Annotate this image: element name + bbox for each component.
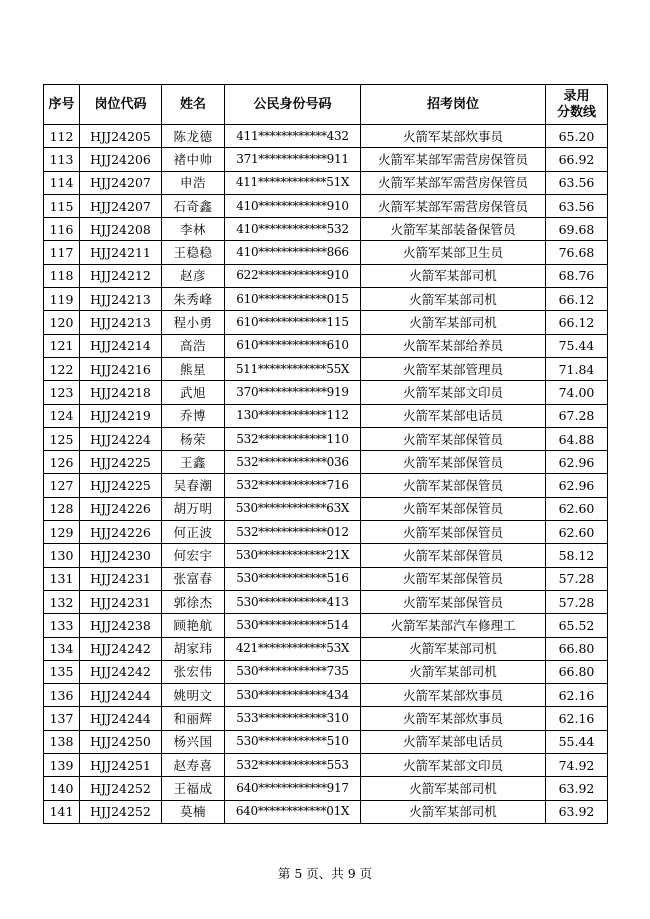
cell-seq: 141	[44, 800, 80, 823]
cell-name: 赵彦	[162, 264, 225, 287]
table-row	[44, 334, 608, 357]
cell-name: 褚中帅	[162, 148, 225, 171]
cell-seq: 114	[44, 171, 80, 194]
cell-score: 66.80	[546, 660, 608, 683]
table-row	[44, 171, 608, 194]
cell-post-code: HJJ24226	[80, 497, 162, 520]
table-body	[44, 125, 608, 824]
header-post: 招考岗位	[361, 85, 546, 125]
cell-id-number: 532************036	[225, 451, 361, 474]
table-row	[44, 381, 608, 404]
cell-id-number: 371************911	[225, 148, 361, 171]
cell-post: 火箭军某部司机	[361, 264, 546, 287]
table-row	[44, 288, 608, 311]
cell-post-code: HJJ24250	[80, 730, 162, 753]
cell-name: 高浩	[162, 334, 225, 357]
cell-name: 郭徐杰	[162, 590, 225, 613]
cell-seq: 119	[44, 288, 80, 311]
cell-id-number: 511************55X	[225, 357, 361, 380]
cell-name: 王鑫	[162, 451, 225, 474]
table-row	[44, 241, 608, 264]
cell-name: 乔博	[162, 404, 225, 427]
cell-post: 火箭军某部保管员	[361, 567, 546, 590]
table-row	[44, 357, 608, 380]
header-score	[546, 85, 608, 125]
cell-name: 吴春潮	[162, 474, 225, 497]
cell-seq: 131	[44, 567, 80, 590]
cell-name: 莫楠	[162, 800, 225, 823]
cell-name: 何正波	[162, 521, 225, 544]
cell-score: 62.16	[546, 707, 608, 730]
recruitment-score-table	[43, 84, 608, 824]
cell-name: 武旭	[162, 381, 225, 404]
cell-id-number: 421************53X	[225, 637, 361, 660]
cell-post-code: HJJ24211	[80, 241, 162, 264]
cell-post-code: HJJ24244	[80, 684, 162, 707]
cell-id-number: 610************610	[225, 334, 361, 357]
cell-score: 62.96	[546, 474, 608, 497]
cell-score: 67.28	[546, 404, 608, 427]
cell-score: 71.84	[546, 357, 608, 380]
cell-post-code: HJJ24242	[80, 660, 162, 683]
cell-seq: 135	[44, 660, 80, 683]
cell-name: 杨荣	[162, 427, 225, 450]
table-row	[44, 707, 608, 730]
cell-name: 程小勇	[162, 311, 225, 334]
cell-seq: 113	[44, 148, 80, 171]
table-row	[44, 637, 608, 660]
cell-post-code: HJJ24251	[80, 754, 162, 777]
cell-score: 57.28	[546, 590, 608, 613]
cell-seq: 123	[44, 381, 80, 404]
cell-post: 火箭军某部炊事员	[361, 125, 546, 148]
cell-seq: 112	[44, 125, 80, 148]
table-row	[44, 451, 608, 474]
cell-id-number: 622************910	[225, 264, 361, 287]
cell-score: 65.20	[546, 125, 608, 148]
cell-id-number: 610************115	[225, 311, 361, 334]
cell-post-code: HJJ24252	[80, 777, 162, 800]
cell-post-code: HJJ24219	[80, 404, 162, 427]
cell-post: 火箭军某部卫生员	[361, 241, 546, 264]
cell-score: 66.12	[546, 288, 608, 311]
cell-score: 58.12	[546, 544, 608, 567]
cell-id-number: 130************112	[225, 404, 361, 427]
cell-score: 68.76	[546, 264, 608, 287]
cell-name: 张宏伟	[162, 660, 225, 683]
table-row	[44, 684, 608, 707]
cell-seq: 139	[44, 754, 80, 777]
cell-seq: 121	[44, 334, 80, 357]
cell-id-number: 640************01X	[225, 800, 361, 823]
cell-id-number: 530************63X	[225, 497, 361, 520]
cell-post-code: HJJ24218	[80, 381, 162, 404]
cell-post: 火箭军某部管理员	[361, 357, 546, 380]
cell-name: 王稳稳	[162, 241, 225, 264]
cell-post-code: HJJ24205	[80, 125, 162, 148]
cell-post: 火箭军某部保管员	[361, 497, 546, 520]
cell-name: 石奇鑫	[162, 194, 225, 217]
table-row	[44, 148, 608, 171]
cell-post: 火箭军某部给养员	[361, 334, 546, 357]
cell-post: 火箭军某部司机	[361, 637, 546, 660]
cell-post: 火箭军某部保管员	[361, 544, 546, 567]
cell-post-code: HJJ24231	[80, 567, 162, 590]
cell-post-code: HJJ24230	[80, 544, 162, 567]
cell-seq: 120	[44, 311, 80, 334]
cell-score: 63.92	[546, 800, 608, 823]
cell-seq: 137	[44, 707, 80, 730]
cell-seq: 132	[44, 590, 80, 613]
table-row	[44, 264, 608, 287]
cell-post-code: HJJ24225	[80, 451, 162, 474]
header-name: 姓名	[162, 85, 225, 125]
cell-score: 75.44	[546, 334, 608, 357]
cell-score: 57.28	[546, 567, 608, 590]
table-row	[44, 590, 608, 613]
cell-seq: 140	[44, 777, 80, 800]
header-seq: 序号	[44, 85, 80, 125]
cell-id-number: 532************716	[225, 474, 361, 497]
table-row	[44, 521, 608, 544]
header-post-code: 岗位代码	[80, 85, 162, 125]
table-header	[44, 85, 608, 125]
cell-name: 申浩	[162, 171, 225, 194]
cell-name: 陈龙德	[162, 125, 225, 148]
cell-seq: 118	[44, 264, 80, 287]
cell-post: 火箭军某部电话员	[361, 730, 546, 753]
cell-id-number: 411************432	[225, 125, 361, 148]
cell-post: 火箭军某部电话员	[361, 404, 546, 427]
cell-score: 62.16	[546, 684, 608, 707]
cell-seq: 138	[44, 730, 80, 753]
cell-post-code: HJJ24214	[80, 334, 162, 357]
cell-post: 火箭军某部文印员	[361, 381, 546, 404]
cell-seq: 133	[44, 614, 80, 637]
cell-seq: 116	[44, 218, 80, 241]
cell-post: 火箭军某部保管员	[361, 451, 546, 474]
cell-score: 66.92	[546, 148, 608, 171]
cell-seq: 127	[44, 474, 80, 497]
table-row	[44, 660, 608, 683]
table-row	[44, 194, 608, 217]
header-score-line1: 录用	[563, 88, 590, 104]
cell-post-code: HJJ24212	[80, 264, 162, 287]
cell-seq: 115	[44, 194, 80, 217]
header-score-line2: 分数线	[556, 104, 596, 120]
cell-id-number: 411************51X	[225, 171, 361, 194]
cell-id-number: 530************514	[225, 614, 361, 637]
table-row	[44, 474, 608, 497]
cell-post-code: HJJ24224	[80, 427, 162, 450]
cell-id-number: 533************310	[225, 707, 361, 730]
page-footer: 第 5 页、共 9 页	[277, 866, 373, 881]
cell-post: 火箭军某部保管员	[361, 590, 546, 613]
cell-post: 火箭军某部军需营房保管员	[361, 171, 546, 194]
cell-id-number: 530************434	[225, 684, 361, 707]
cell-name: 顾艳航	[162, 614, 225, 637]
cell-post: 火箭军某部保管员	[361, 521, 546, 544]
cell-score: 66.80	[546, 637, 608, 660]
cell-post: 火箭军某部司机	[361, 660, 546, 683]
header-id-number: 公民身份号码	[225, 85, 361, 125]
cell-name: 姚明文	[162, 684, 225, 707]
cell-id-number: 530************516	[225, 567, 361, 590]
cell-seq: 129	[44, 521, 80, 544]
cell-id-number: 532************553	[225, 754, 361, 777]
cell-post: 火箭军某部司机	[361, 311, 546, 334]
cell-id-number: 370************919	[225, 381, 361, 404]
cell-score: 62.60	[546, 497, 608, 520]
cell-id-number: 530************413	[225, 590, 361, 613]
cell-score: 74.00	[546, 381, 608, 404]
cell-seq: 122	[44, 357, 80, 380]
cell-score: 63.56	[546, 194, 608, 217]
cell-name: 熊星	[162, 357, 225, 380]
table-row	[44, 730, 608, 753]
cell-id-number: 640************917	[225, 777, 361, 800]
cell-score: 63.92	[546, 777, 608, 800]
cell-name: 朱秀峰	[162, 288, 225, 311]
cell-score: 65.52	[546, 614, 608, 637]
cell-id-number: 410************866	[225, 241, 361, 264]
cell-id-number: 610************015	[225, 288, 361, 311]
cell-post: 火箭军某部保管员	[361, 474, 546, 497]
cell-score: 62.96	[546, 451, 608, 474]
cell-post-code: HJJ24213	[80, 288, 162, 311]
cell-post-code: HJJ24238	[80, 614, 162, 637]
cell-score: 64.88	[546, 427, 608, 450]
cell-post: 火箭军某部炊事员	[361, 684, 546, 707]
cell-post-code: HJJ24244	[80, 707, 162, 730]
table-row	[44, 614, 608, 637]
cell-seq: 117	[44, 241, 80, 264]
cell-name: 何宏宇	[162, 544, 225, 567]
cell-post-code: HJJ24213	[80, 311, 162, 334]
cell-name: 杨兴国	[162, 730, 225, 753]
cell-seq: 125	[44, 427, 80, 450]
table-row	[44, 404, 608, 427]
cell-post: 火箭军某部文印员	[361, 754, 546, 777]
table-row	[44, 218, 608, 241]
cell-score: 74.92	[546, 754, 608, 777]
cell-seq: 130	[44, 544, 80, 567]
table-row	[44, 427, 608, 450]
cell-post: 火箭军某部司机	[361, 800, 546, 823]
cell-seq: 134	[44, 637, 80, 660]
cell-score: 66.12	[546, 311, 608, 334]
table-row	[44, 125, 608, 148]
cell-post-code: HJJ24208	[80, 218, 162, 241]
table-row	[44, 544, 608, 567]
cell-name: 李林	[162, 218, 225, 241]
cell-id-number: 532************012	[225, 521, 361, 544]
cell-post-code: HJJ24252	[80, 800, 162, 823]
cell-id-number: 410************532	[225, 218, 361, 241]
cell-post: 火箭军某部装备保管员	[361, 218, 546, 241]
cell-post-code: HJJ24242	[80, 637, 162, 660]
cell-seq: 126	[44, 451, 80, 474]
cell-name: 张富春	[162, 567, 225, 590]
cell-name: 和丽辉	[162, 707, 225, 730]
table-row	[44, 311, 608, 334]
cell-name: 赵寿喜	[162, 754, 225, 777]
cell-post: 火箭军某部炊事员	[361, 707, 546, 730]
cell-post: 火箭军某部军需营房保管员	[361, 148, 546, 171]
cell-post-code: HJJ24231	[80, 590, 162, 613]
cell-score: 62.60	[546, 521, 608, 544]
cell-seq: 128	[44, 497, 80, 520]
cell-name: 王福成	[162, 777, 225, 800]
cell-post-code: HJJ24216	[80, 357, 162, 380]
table-row	[44, 777, 608, 800]
cell-post: 火箭军某部司机	[361, 288, 546, 311]
cell-id-number: 410************910	[225, 194, 361, 217]
cell-post: 火箭军某部军需营房保管员	[361, 194, 546, 217]
cell-post-code: HJJ24207	[80, 194, 162, 217]
cell-id-number: 532************110	[225, 427, 361, 450]
cell-name: 胡万明	[162, 497, 225, 520]
table-row	[44, 497, 608, 520]
table-row	[44, 800, 608, 823]
cell-post-code: HJJ24207	[80, 171, 162, 194]
cell-seq: 124	[44, 404, 80, 427]
cell-seq: 136	[44, 684, 80, 707]
table-row	[44, 567, 608, 590]
cell-id-number: 530************21X	[225, 544, 361, 567]
cell-score: 55.44	[546, 730, 608, 753]
cell-post-code: HJJ24226	[80, 521, 162, 544]
cell-score: 63.56	[546, 171, 608, 194]
cell-post: 火箭军某部保管员	[361, 427, 546, 450]
table-row	[44, 754, 608, 777]
cell-post: 火箭军某部汽车修理工	[361, 614, 546, 637]
cell-score: 69.68	[546, 218, 608, 241]
cell-id-number: 530************510	[225, 730, 361, 753]
cell-name: 胡家玮	[162, 637, 225, 660]
cell-score: 76.68	[546, 241, 608, 264]
cell-post: 火箭军某部司机	[361, 777, 546, 800]
cell-post-code: HJJ24206	[80, 148, 162, 171]
cell-post-code: HJJ24225	[80, 474, 162, 497]
cell-id-number: 530************735	[225, 660, 361, 683]
